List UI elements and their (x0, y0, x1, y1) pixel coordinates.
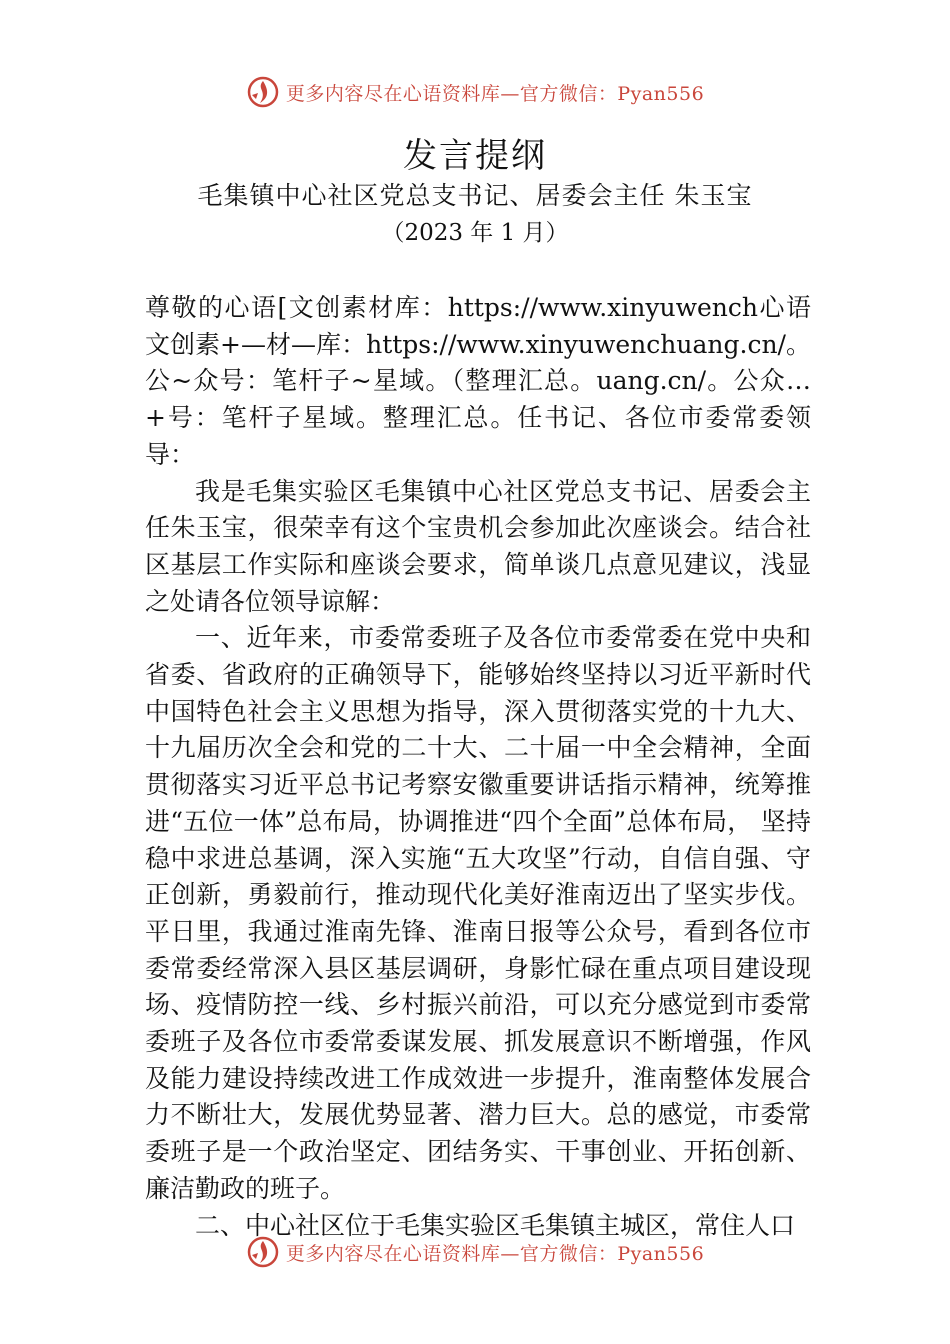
header-banner (0, 72, 950, 112)
footer-banner-text: 更多内容尽在心语资料库—官方微信：Pyan556 (285, 1242, 705, 1265)
flame-logo-icon (246, 1235, 280, 1269)
document-title: 发言提纲 (403, 136, 547, 176)
document-body (145, 290, 811, 1244)
body-paragraph: 我是毛集实验区毛集镇中心社区党总支书记、居委会主任朱玉宝，很荣幸有这个宝贵机会参加此次座谈会。结合社区基层工作实际和座谈会要求，简单谈几点意见建议，浅显之处请各位领导谅解： (145, 476, 811, 616)
header-banner-text: 更多内容尽在心语资料库—官方微信：Pyan556 (285, 82, 705, 105)
greeting-paragraph: 尊敬的心语[文创素材库：https://www.xinyuwench心语文创素+—材—库：https://www.xinyuwenchuang.cn/。公~众号：笔杆子~星域。（整理汇总。uang.cn/。公众…+号：笔杆子星域。整理汇总。任书记、各位市委常委领导： (145, 293, 811, 469)
body-paragraph: 二、中心社区位于毛集实验区毛集镇主城区，常住人口 (195, 1210, 796, 1240)
document-subtitle: 毛集镇中心社区党总支书记、居委会主任 朱玉宝 (197, 181, 753, 210)
document-date: （2023 年 1 月） (381, 220, 569, 246)
footer-banner (0, 1232, 950, 1272)
body-paragraph: 一、近年来，市委常委班子及各位市委常委在党中央和省委、省政府的正确领导下，能够始终坚持以习近平新时代中国特色社会主义思想为指导，深入贯彻落实党的十九大、十九届历次全会和党的二十大、二十届一中全会精神，全面贯彻落实习近平总书记考察安徽重要讲话指示精神，统筹推进“五位一体”总布局，协调推进“四个全面”总体布局， 坚持稳中求进总基调，深入实施“五大攻坚”行动，自信自强、守正创新，勇毅前行，推动现代化美好淮南迈出了坚实步伐。平日里，我通过淮南先锋、淮南日报等公众号，看到各位市委常委经常深入县区基层调研，身影忙碌在重点项目建设现场、疫情防控一线、乡村振兴前沿，可以充分感觉到市委常委班子及各位市委常委谋发展、抓发展意识不断增强，作风及能力建设持续改进工作成效进一步提升，淮南整体发展合力不断壮大，发展优势显著、潜力巨大。总的感觉，市委常委班子是一个政治坚定、团结务实、干事创业、开拓创新、廉洁勤政的班子。 (145, 623, 811, 1203)
flame-logo-icon (246, 75, 280, 109)
